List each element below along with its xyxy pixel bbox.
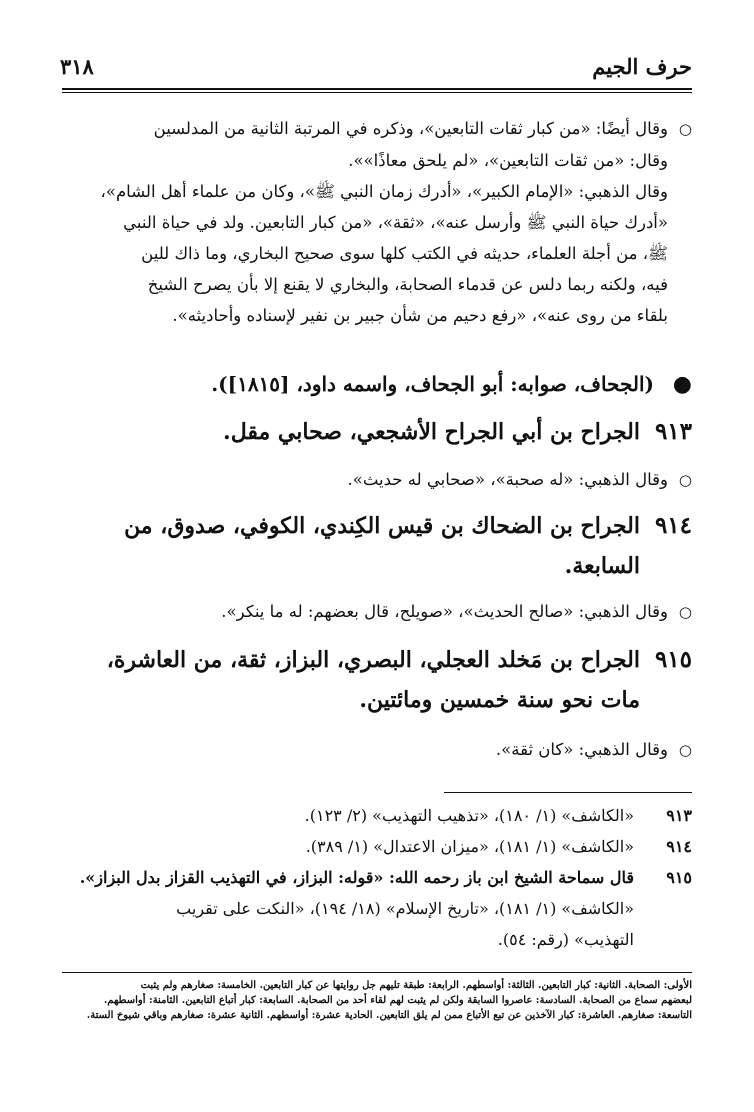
circle-marker-icon: ○	[678, 471, 692, 489]
commentary-line: ﷺ، من أجلة العلماء، حديثه في الكتب كلها سوى صحيح البخاري، وما ذاك للين	[141, 244, 668, 263]
circle-marker-icon: ○	[678, 120, 692, 138]
footnote	[66, 800, 692, 831]
entry-914	[66, 506, 692, 586]
entry-914-commentary	[66, 596, 692, 628]
legend-separator	[62, 972, 692, 973]
entry-heading-continued: السابعة.	[564, 553, 640, 579]
cross-reference	[66, 364, 692, 404]
entry-heading: الجراح بن أبي الجراح الأشجعي، صحابي مقل.	[223, 419, 640, 445]
footnote-number: ٩١٤	[666, 837, 692, 856]
circle-marker-icon: ○	[678, 603, 692, 621]
entry-913-commentary	[66, 464, 692, 496]
page-number: ٣١٨	[60, 54, 94, 79]
entry-heading-continued: مات نحو سنة خمسين ومائتين.	[359, 687, 640, 713]
bullet-icon: ●	[672, 371, 692, 397]
page-header	[60, 50, 692, 84]
entry-heading: الجراح بن مَخلد العجلي، البصري، البزاز، ثقة، من العاشرة،	[106, 647, 640, 673]
running-title: حرف الجيم	[592, 54, 692, 79]
legend-line: الأولى: الصحابة. الثانية: كبار التابعين. الثالثة: أواسطهم. الرابعة: طبقة تليهم جل روايتها عن كبار التابعين. الخامسة: صغارهم ولم يثبت	[140, 980, 692, 991]
footnote-number: ٩١٥	[666, 868, 692, 887]
dhahabi-note: وقال الذهبي: «له صحبة»، «صحابي له حديث».	[347, 470, 668, 489]
header-rule-thin	[62, 92, 692, 93]
entry-heading: الجراح بن الضحاك بن قيس الكِندي، الكوفي، صدوق، من	[124, 513, 640, 539]
entry-913	[66, 412, 692, 452]
footnote-separator	[444, 792, 692, 793]
dhahabi-note: وقال الذهبي: «كان ثقة».	[495, 740, 668, 759]
footnote	[66, 862, 692, 893]
entry-number: ٩١٣	[654, 418, 692, 445]
entry-number: ٩١٤	[654, 512, 692, 539]
commentary-line: وقال الذهبي: «الإمام الكبير»، «أدرك زمان النبي ﷺ»، وكان من علماء أهل الشام»،	[100, 182, 668, 201]
footnote-text: «الكاشف» (١/ ١٨٠)، «تذهيب التهذيب» (٢/ ١٢٣).	[304, 806, 634, 825]
header-rule	[62, 88, 692, 90]
cross-reference-text: (الجحاف، صوابه: أبو الجحاف، واسمه داود، [١٨١٥]).	[211, 372, 654, 396]
legend-line: التاسعة: صغارهم. العاشرة: كبار الآخذين عن تبع الأتباع ممن لم يلق التابعين. الحادية عشرة: أواسطهم. الثانية عشرة: صغارهم وباقي شيوخ الستة.	[86, 1010, 692, 1021]
commentary-line: ○وقال أيضًا: «من كبار ثقات التابعين»، وذكره في المرتبة الثانية من المدلسين	[66, 113, 692, 145]
footnote-text: قال سماحة الشيخ ابن باز رحمه الله: «قوله: البزاز، في التهذيب القزاز بدل البزاز».	[79, 868, 634, 887]
entry-915-commentary	[66, 734, 692, 766]
dhahabi-note: وقال الذهبي: «صالح الحديث»، «صويلح، قال بعضهم: له ما ينكر».	[221, 602, 668, 621]
entry-915	[66, 640, 692, 720]
footnotes	[66, 800, 692, 955]
footnote-number: ٩١٣	[666, 806, 692, 825]
commentary-line: فيه، ولكنه ربما دلس عن قدماء الصحابة، والبخاري لا يقنع إلا بأن يصرح الشيخ	[147, 275, 668, 294]
footnote-text: «الكاشف» (١/ ١٨١)، «ميزان الاعتدال» (١/ ٣٨٩).	[305, 837, 634, 856]
footnote-text-continued: «الكاشف» (١/ ١٨١)، «تاريخ الإسلام» (١٨/ ١٩٤)، «النكت على تقريب	[176, 899, 634, 918]
circle-marker-icon: ○	[678, 741, 692, 759]
tabaqat-legend	[62, 978, 692, 1023]
commentary-line: «أدرك حياة النبي ﷺ وأرسل عنه»، «ثقة»، «من كبار التابعين. ولد في حياة النبي	[123, 213, 668, 232]
commentary-line: وقال: «من ثقات التابعين»، «لم يلحق معاذًا»».	[348, 151, 668, 170]
legend-line: لبعضهم سماع من الصحابة. السادسة: عاصروا السابقة ولكن لم يثبت لهم لقاء أحد من الصحابة. السابعة: كبار أتباع التابعين. الثامنة: أواسطهم.	[103, 995, 692, 1006]
footnote	[66, 831, 692, 862]
commentary-line: بلقاء من روى عنه»، «رفع دحيم من شأن جبير بن نفير لإسناده وأحاديثه».	[172, 306, 668, 325]
previous-entry-commentary	[66, 113, 692, 331]
footnote-text-continued: التهذيب» (رقم: ٥٤).	[497, 930, 634, 949]
entry-number: ٩١٥	[654, 646, 692, 673]
